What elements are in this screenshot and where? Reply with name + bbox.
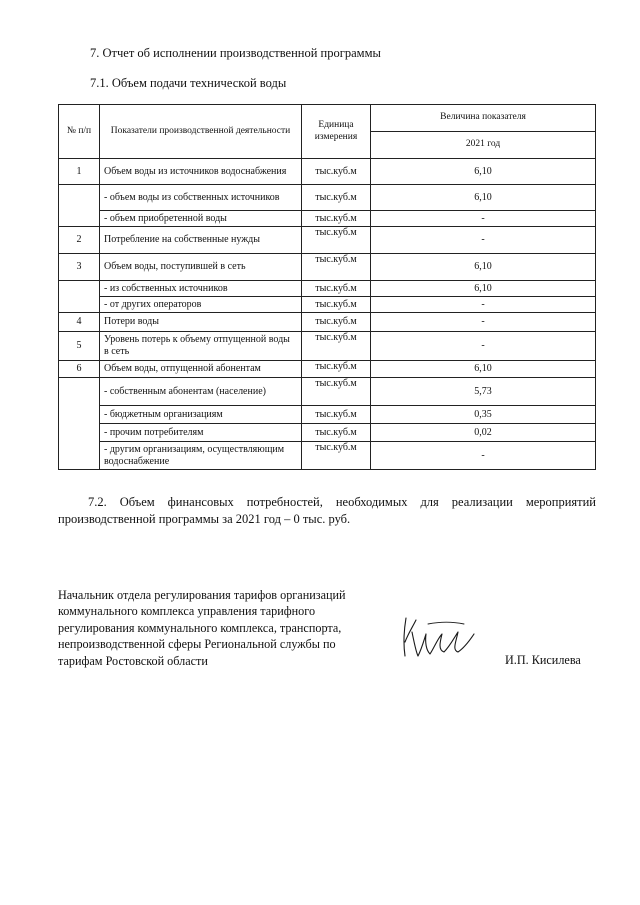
row-unit: тыс.куб.м — [302, 185, 371, 211]
row-num: 6 — [59, 361, 100, 378]
handwritten-signature — [398, 612, 478, 662]
row-unit: тыс.куб.м — [302, 297, 371, 313]
row-unit: тыс.куб.м — [302, 211, 371, 227]
table-row — [59, 332, 596, 361]
table-row — [59, 281, 596, 297]
row-indicator: - бюджетным организациям — [100, 406, 302, 424]
position-line: коммунального комплекса управления тарифного — [58, 604, 316, 619]
row-indicator: Потребление на собственные нужды — [100, 227, 302, 254]
row-num: 5 — [59, 332, 100, 361]
table-row — [59, 442, 596, 470]
row-indicator: - собственным абонентам (население) — [100, 378, 302, 406]
row-indicator: - объем воды из собственных источников — [100, 185, 302, 211]
header-year: 2021 год — [371, 132, 596, 159]
row-value: - — [371, 332, 596, 361]
header-num: № п/п — [59, 105, 100, 159]
row-value: - — [371, 297, 596, 313]
row-value: 6,10 — [371, 361, 596, 378]
header-unit: Единица измерения — [302, 105, 371, 159]
table-row — [59, 159, 596, 185]
row-unit: тыс.куб.м — [302, 361, 371, 378]
row-value: 0,35 — [371, 406, 596, 424]
row-unit: тыс.куб.м — [302, 332, 371, 361]
row-value: 6,10 — [371, 185, 596, 211]
row-value: - — [371, 442, 596, 470]
row-unit: тыс.куб.м — [302, 281, 371, 297]
water-supply-table — [58, 104, 596, 470]
row-indicator: - объем приобретенной воды — [100, 211, 302, 227]
table-row — [59, 313, 596, 332]
row-value: 6,10 — [371, 159, 596, 185]
row-value: - — [371, 227, 596, 254]
row-indicator: - от других операторов — [100, 297, 302, 313]
table-row — [59, 378, 596, 406]
row-unit: тыс.куб.м — [302, 424, 371, 442]
row-unit: тыс.куб.м — [302, 442, 371, 470]
row-indicator: Объем воды, поступившей в сеть — [100, 254, 302, 281]
row-unit: тыс.куб.м — [302, 378, 371, 406]
position-line: непроизводственной сферы Региональной службы по — [58, 637, 336, 652]
row-value: 5,73 — [371, 378, 596, 406]
header-indicator: Показатели производственной деятельности — [100, 105, 302, 159]
row-value: 0,02 — [371, 424, 596, 442]
row-value: - — [371, 313, 596, 332]
signatory-name: И.П. Кисилева — [505, 653, 581, 667]
row-value: - — [371, 211, 596, 227]
row-indicator: - другим организациям, осуществляющим водоснабжение — [100, 442, 302, 470]
table-row — [59, 424, 596, 442]
signatory-position — [58, 587, 378, 669]
position-line: регулирования коммунального комплекса, транспорта, — [58, 620, 342, 635]
row-num — [59, 185, 100, 227]
table-row — [59, 406, 596, 424]
header-value-group: Величина показателя — [371, 105, 596, 132]
row-num: 4 — [59, 313, 100, 332]
row-num: 1 — [59, 159, 100, 185]
table-row — [59, 227, 596, 254]
row-unit: тыс.куб.м — [302, 254, 371, 281]
row-indicator: Объем воды из источников водоснабжения — [100, 159, 302, 185]
row-unit: тыс.куб.м — [302, 406, 371, 424]
row-unit: тыс.куб.м — [302, 313, 371, 332]
row-indicator: Потери воды — [100, 313, 302, 332]
row-indicator: Уровень потерь к объему отпущенной воды в сеть — [100, 332, 302, 361]
row-indicator: - прочим потребителям — [100, 424, 302, 442]
financial-needs-paragraph: 7.2. Объем финансовых потребностей, необходимых для реализации мероприятий производственной программы за 2021 год – 0 тыс. руб. — [58, 495, 596, 526]
row-num: 2 — [59, 227, 100, 254]
table-row — [59, 211, 596, 227]
row-num: 3 — [59, 254, 100, 281]
table-row — [59, 297, 596, 313]
row-num — [59, 281, 100, 313]
row-unit: тыс.куб.м — [302, 159, 371, 185]
row-num — [59, 378, 100, 470]
section-title: 7. Отчет об исполнении производственной программы — [90, 46, 381, 60]
table-row — [59, 254, 596, 281]
position-line: тарифам Ростовской области — [58, 653, 208, 668]
row-value: 6,10 — [371, 254, 596, 281]
table-row — [59, 185, 596, 211]
row-indicator: - из собственных источников — [100, 281, 302, 297]
row-indicator: Объем воды, отпущенной абонентам — [100, 361, 302, 378]
row-unit: тыс.куб.м — [302, 227, 371, 254]
row-value: 6,10 — [371, 281, 596, 297]
subsection-title: 7.1. Объем подачи технической воды — [90, 76, 287, 90]
table-row — [59, 361, 596, 378]
position-line: Начальник отдела регулирования тарифов организаций — [58, 588, 346, 602]
